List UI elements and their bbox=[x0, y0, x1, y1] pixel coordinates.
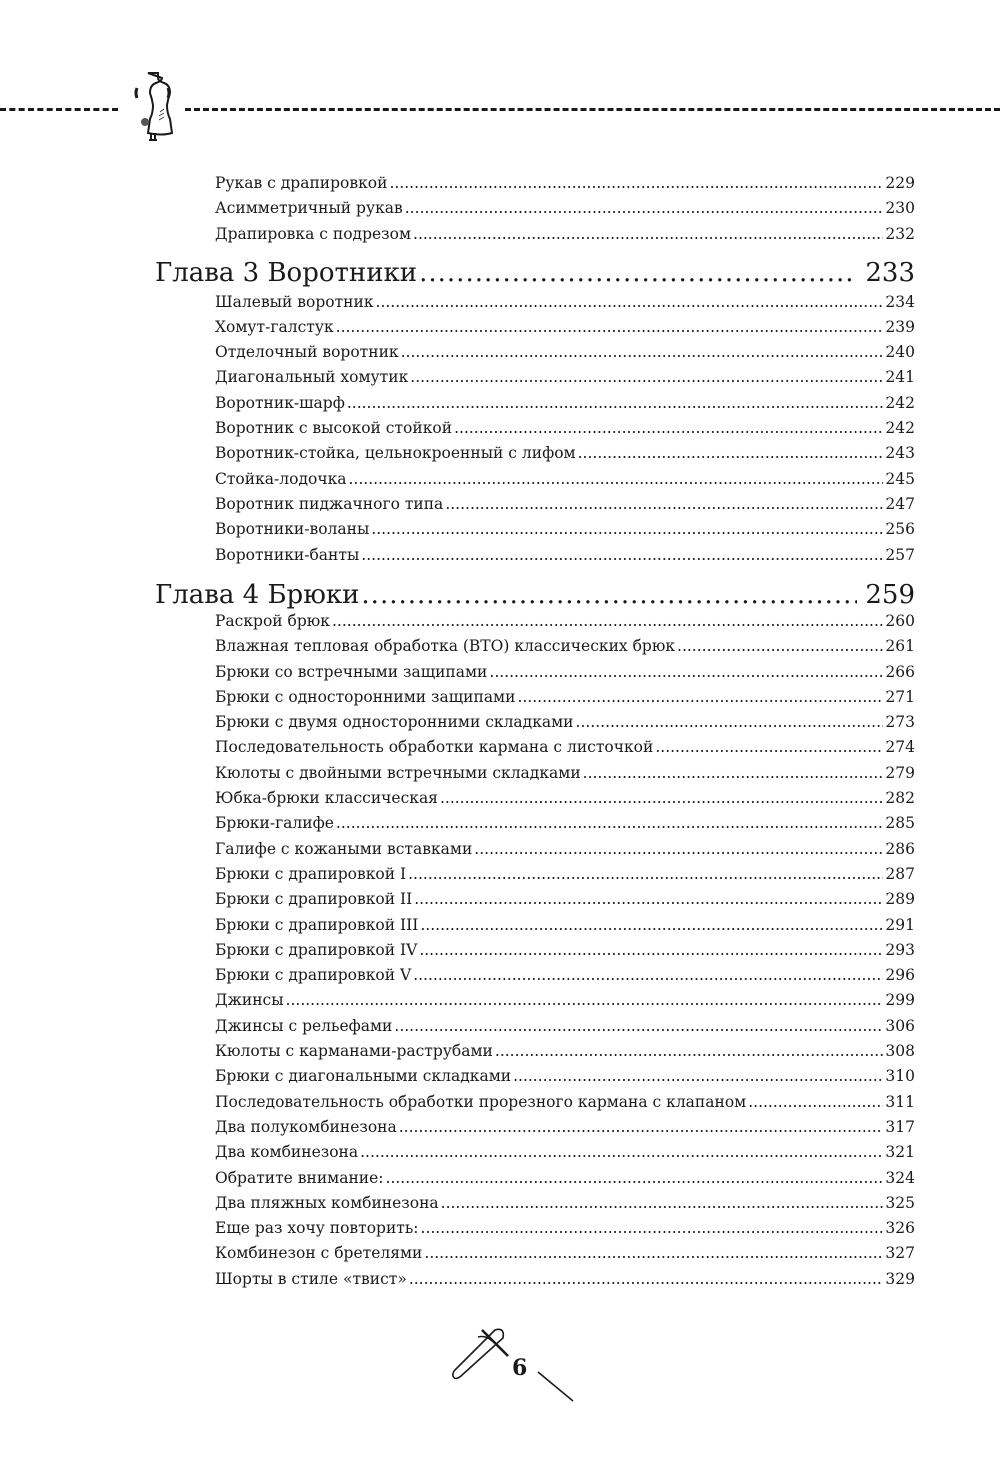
toc-entry[interactable] bbox=[215, 660, 915, 684]
toc-entry-title: Еще раз хочу повторить: bbox=[215, 1219, 419, 1237]
dot-leader bbox=[517, 685, 883, 709]
toc-entry[interactable] bbox=[215, 171, 915, 195]
toc-entry-title: Воротник-шарф bbox=[215, 394, 345, 412]
toc-entry-title: Воротники-воланы bbox=[215, 520, 370, 538]
dot-leader bbox=[419, 938, 883, 962]
chapter-page: 259 bbox=[865, 580, 915, 610]
toc-entry[interactable] bbox=[215, 634, 915, 658]
toc-entry-page: 261 bbox=[885, 637, 915, 655]
toc-entry-page: 289 bbox=[885, 890, 915, 908]
toc-entry[interactable] bbox=[215, 938, 915, 962]
toc-entry[interactable] bbox=[215, 609, 915, 633]
dress-form-mannequin-icon bbox=[128, 70, 178, 146]
toc-entry-page: 287 bbox=[885, 865, 915, 883]
toc-entry-page: 242 bbox=[885, 394, 915, 412]
dot-leader bbox=[489, 660, 883, 684]
dot-leader bbox=[361, 578, 857, 612]
toc-entry-page: 324 bbox=[885, 1169, 915, 1187]
chapter-title: Глава 4 Брюки bbox=[155, 580, 360, 610]
dot-leader bbox=[578, 441, 884, 465]
toc-entry-title: Шалевый воротник bbox=[215, 293, 374, 311]
dot-leader bbox=[440, 786, 883, 810]
toc-entry-title: Брюки с драпировкой IV bbox=[215, 941, 418, 959]
toc-entry-title: Галифе с кожаными вставками bbox=[215, 840, 473, 858]
toc-entry-title: Отделочный воротник bbox=[215, 343, 399, 361]
toc-entry[interactable] bbox=[215, 735, 915, 759]
toc-entry[interactable] bbox=[215, 710, 915, 734]
dot-leader bbox=[424, 1241, 883, 1265]
toc-entry-page: 241 bbox=[885, 368, 915, 386]
toc-entry-title: Влажная тепловая обработка (ВТО) классических брюк bbox=[215, 637, 676, 655]
dot-leader bbox=[389, 171, 883, 195]
dot-leader bbox=[748, 1090, 883, 1114]
dot-leader bbox=[386, 1166, 884, 1190]
toc-entry-page: 310 bbox=[885, 1067, 915, 1085]
dot-leader bbox=[399, 1115, 884, 1139]
toc-entry-title: Брюки с драпировкой III bbox=[215, 916, 419, 934]
toc-entry-title: Диагональный хомутик bbox=[215, 368, 409, 386]
toc-entry-title: Воротник-стойка, цельнокроенный с лифом bbox=[215, 444, 576, 462]
toc-entry[interactable] bbox=[215, 196, 915, 220]
toc-entry-title: Комбинезон с бретелями bbox=[215, 1244, 423, 1262]
toc-entry[interactable] bbox=[215, 1140, 915, 1164]
toc-entry-page: 242 bbox=[885, 419, 915, 437]
toc-entry-title: Последовательность обработки кармана с листочкой bbox=[215, 738, 654, 756]
toc-entry-title: Воротник с высокой стойкой bbox=[215, 419, 453, 437]
page-number: 6 bbox=[512, 1355, 528, 1381]
toc-entry[interactable] bbox=[215, 913, 915, 937]
dot-leader bbox=[336, 315, 884, 339]
toc-entry[interactable] bbox=[215, 1216, 915, 1240]
toc-entry-page: 247 bbox=[885, 495, 915, 513]
dot-leader bbox=[413, 222, 883, 246]
toc-entry-page: 243 bbox=[885, 444, 915, 462]
toc-entry[interactable] bbox=[215, 887, 915, 911]
toc-entry[interactable] bbox=[215, 1267, 915, 1291]
dot-leader bbox=[421, 1216, 884, 1240]
toc-entry[interactable] bbox=[215, 963, 915, 987]
toc-entry-title: Два пляжных комбинезона bbox=[215, 1194, 439, 1212]
toc-entry-title: Хомут-галстук bbox=[215, 318, 334, 336]
toc-entry-title: Обратите внимание: bbox=[215, 1169, 384, 1187]
toc-entry-title: Асимметричный рукав bbox=[215, 199, 403, 217]
toc-entry-title: Два полукомбинезона bbox=[215, 1118, 397, 1136]
dot-leader bbox=[401, 340, 884, 364]
toc-entry-title: Последовательность обработки прорезного кармана с клапаном bbox=[215, 1093, 747, 1111]
toc-entry-title: Брюки с двумя односторонними складками bbox=[215, 713, 574, 731]
dot-leader bbox=[347, 391, 884, 415]
toc-entry-page: 273 bbox=[885, 713, 915, 731]
toc-entry-title: Воротник пиджачного типа bbox=[215, 495, 444, 513]
toc-entry-title: Джинсы bbox=[215, 991, 284, 1009]
toc-entry-page: 317 bbox=[885, 1118, 915, 1136]
toc-entry-title: Драпировка с подрезом bbox=[215, 225, 412, 243]
toc-entry[interactable] bbox=[215, 391, 915, 415]
toc-entry-title: Брюки с односторонними защипами bbox=[215, 688, 516, 706]
toc-entry[interactable] bbox=[215, 315, 915, 339]
toc-entry-page: 256 bbox=[885, 520, 915, 538]
toc-entry[interactable] bbox=[215, 837, 915, 861]
toc-entry-page: 257 bbox=[885, 546, 915, 564]
toc-entry-page: 282 bbox=[885, 789, 915, 807]
toc-entry-title: Два комбинезона bbox=[215, 1143, 359, 1161]
dot-leader bbox=[677, 634, 883, 658]
toc-entry[interactable] bbox=[215, 1191, 915, 1215]
toc-entry[interactable] bbox=[215, 1090, 915, 1114]
toc-entry-page: 296 bbox=[885, 966, 915, 984]
toc-entry-page: 327 bbox=[885, 1244, 915, 1262]
toc-entry-page: 245 bbox=[885, 470, 915, 488]
dot-leader bbox=[655, 735, 883, 759]
toc-entry[interactable] bbox=[215, 365, 915, 389]
toc-entry[interactable] bbox=[215, 1039, 915, 1063]
dot-leader bbox=[445, 492, 883, 516]
toc-entry[interactable] bbox=[215, 988, 915, 1012]
toc-entry-title: Кюлоты с карманами-раструбами bbox=[215, 1042, 493, 1060]
toc-entry-page: 293 bbox=[885, 941, 915, 959]
toc-entry-page: 240 bbox=[885, 343, 915, 361]
dot-leader bbox=[286, 988, 884, 1012]
toc-entry[interactable] bbox=[215, 1166, 915, 1190]
dot-leader bbox=[410, 365, 883, 389]
toc-entry[interactable] bbox=[215, 1115, 915, 1139]
toc-entry-page: 285 bbox=[885, 814, 915, 832]
dot-leader bbox=[495, 1039, 884, 1063]
toc-entry-page: 271 bbox=[885, 688, 915, 706]
dot-leader bbox=[376, 290, 884, 314]
toc-entry-title: Брюки с драпировкой I bbox=[215, 865, 407, 883]
toc-entry-title: Брюки-галифе bbox=[215, 814, 334, 832]
toc-entry-page: 311 bbox=[885, 1093, 915, 1111]
toc-chapter-heading[interactable] bbox=[155, 256, 915, 290]
toc-entry-page: 229 bbox=[885, 174, 915, 192]
toc-entry-title: Шорты в стиле «твист» bbox=[215, 1270, 407, 1288]
toc-entry-title: Брюки с драпировкой V bbox=[215, 966, 412, 984]
toc-entry[interactable] bbox=[215, 1014, 915, 1038]
dot-leader bbox=[332, 609, 883, 633]
toc-entry[interactable] bbox=[215, 492, 915, 516]
toc-entry-title: Брюки с диагональными складками bbox=[215, 1067, 512, 1085]
toc-chapter-heading[interactable] bbox=[155, 578, 915, 612]
toc-entry-page: 321 bbox=[885, 1143, 915, 1161]
dot-leader bbox=[583, 761, 884, 785]
toc-entry-page: 326 bbox=[885, 1219, 915, 1237]
dot-leader bbox=[454, 416, 883, 440]
toc-entry-page: 230 bbox=[885, 199, 915, 217]
toc-entry-title: Кюлоты с двойными встречными складками bbox=[215, 764, 581, 782]
dot-leader bbox=[405, 196, 884, 220]
header-dashed-rule-left bbox=[0, 108, 118, 111]
dot-leader bbox=[409, 1267, 884, 1291]
toc-entry-page: 286 bbox=[885, 840, 915, 858]
toc-entry-page: 266 bbox=[885, 663, 915, 681]
header-dashed-rule-right bbox=[185, 108, 1000, 111]
toc-entry-page: 234 bbox=[885, 293, 915, 311]
toc-entry-page: 239 bbox=[885, 318, 915, 336]
toc-entry-title: Брюки с драпировкой II bbox=[215, 890, 413, 908]
toc-entry[interactable] bbox=[215, 222, 915, 246]
dot-leader bbox=[414, 887, 883, 911]
toc-entry[interactable] bbox=[215, 340, 915, 364]
dot-leader bbox=[576, 710, 884, 734]
toc-entry-page: 274 bbox=[885, 738, 915, 756]
toc-entry-title: Стойка-лодочка bbox=[215, 470, 347, 488]
toc-entry[interactable] bbox=[215, 1064, 915, 1088]
toc-entry[interactable] bbox=[215, 543, 915, 567]
dot-leader bbox=[474, 837, 883, 861]
dot-leader bbox=[394, 1014, 883, 1038]
toc-entry-page: 329 bbox=[885, 1270, 915, 1288]
toc-entry[interactable] bbox=[215, 416, 915, 440]
dot-leader bbox=[513, 1064, 883, 1088]
dot-leader bbox=[360, 1140, 883, 1164]
toc-entry[interactable] bbox=[215, 862, 915, 886]
toc-entry-page: 291 bbox=[885, 916, 915, 934]
toc-entry-title: Джинсы с рельефами bbox=[215, 1017, 393, 1035]
dot-leader bbox=[413, 963, 883, 987]
toc-entry-title: Рукав с драпировкой bbox=[215, 174, 388, 192]
dot-leader bbox=[371, 517, 883, 541]
toc-entry-title: Воротники-банты bbox=[215, 546, 360, 564]
toc-entry-title: Раскрой брюк bbox=[215, 612, 330, 630]
dot-leader bbox=[349, 467, 884, 491]
toc-entry[interactable] bbox=[215, 467, 915, 491]
dot-leader bbox=[361, 543, 883, 567]
dot-leader bbox=[419, 256, 857, 290]
toc-entry-page: 299 bbox=[885, 991, 915, 1009]
toc-entry-page: 325 bbox=[885, 1194, 915, 1212]
toc-entry[interactable] bbox=[215, 786, 915, 810]
toc-entry[interactable] bbox=[215, 1241, 915, 1265]
toc-entry-page: 279 bbox=[885, 764, 915, 782]
toc-entry-page: 260 bbox=[885, 612, 915, 630]
toc-entry-title: Брюки со встречными защипами bbox=[215, 663, 488, 681]
toc-entry[interactable] bbox=[215, 517, 915, 541]
toc-entry-page: 308 bbox=[885, 1042, 915, 1060]
toc-entry[interactable] bbox=[215, 811, 915, 835]
toc-entry[interactable] bbox=[215, 761, 915, 785]
chapter-title: Глава 3 Воротники bbox=[155, 258, 418, 288]
dot-leader bbox=[336, 811, 883, 835]
toc-entry-page: 232 bbox=[885, 225, 915, 243]
toc-entry[interactable] bbox=[215, 290, 915, 314]
toc-entry-title: Юбка-брюки классическая bbox=[215, 789, 438, 807]
dot-leader bbox=[420, 913, 883, 937]
chapter-page: 233 bbox=[865, 258, 915, 288]
toc-entry[interactable] bbox=[215, 441, 915, 465]
dot-leader bbox=[441, 1191, 884, 1215]
toc-entry[interactable] bbox=[215, 685, 915, 709]
toc-entry-page: 306 bbox=[885, 1017, 915, 1035]
dot-leader bbox=[408, 862, 883, 886]
